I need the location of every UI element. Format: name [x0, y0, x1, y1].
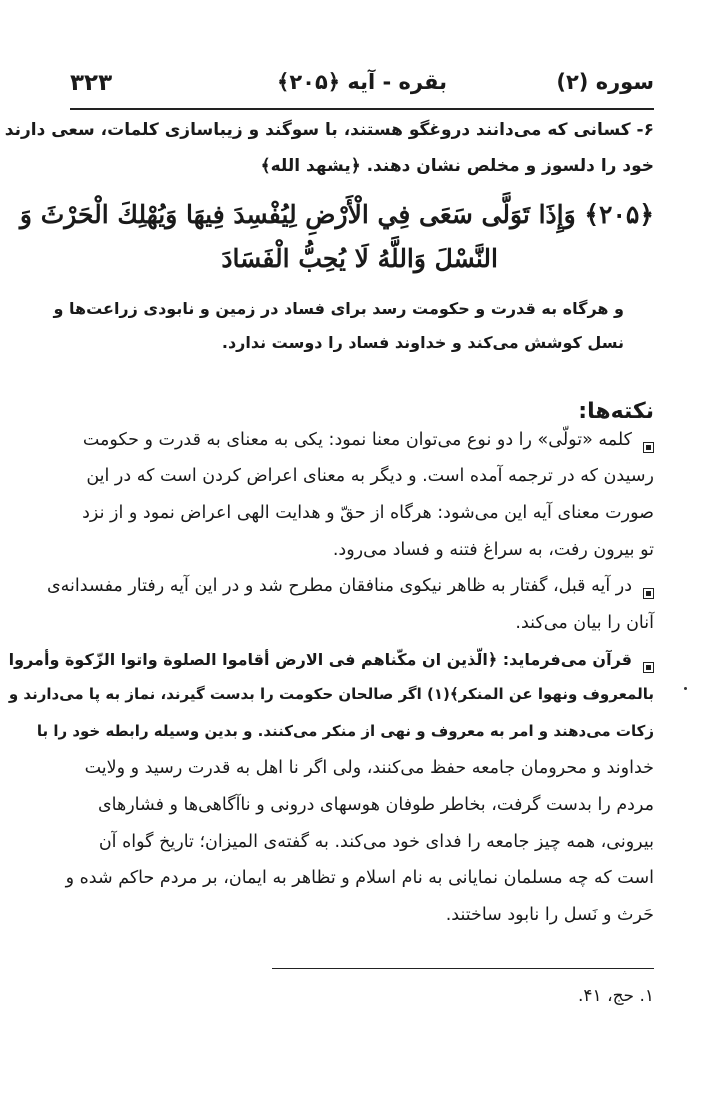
verse-line-2: النَّسْلَ وَاللَّهُ لَا يُحِبُّ الْفَسَادَ [221, 244, 498, 273]
note-3-line-7: است که چه مسلمان نمایانی به نام اسلام و تظاهر به ایمان، بر مردم حاکم شده و [65, 868, 654, 888]
note-3-line-2: بالمعروف ونهوا عن المنکر﴾(۱) اگر صالحان حکومت را بدست گیرند، نماز به پا می‌دارند و [8, 685, 654, 703]
square-bullet-icon [643, 588, 654, 599]
stray-mark [684, 687, 687, 690]
square-bullet-icon [643, 662, 654, 673]
page-header [70, 62, 654, 102]
notes-title: نکته‌ها: [578, 399, 654, 424]
note-3-line-4: خداوند و محرومان جامعه حفظ می‌کنند، ولی اگر نا اهل به قدرت رسید و ولایت [84, 758, 654, 778]
note-3-line-1: قرآن می‌فرماید: ﴿الّذین ان مکّناهم فی الارض أقاموا الصلوة واتوا الزّکوة وأمروا [8, 650, 632, 669]
square-bullet-icon [643, 442, 654, 453]
footnote: ۱. حج، ۴۱. [578, 986, 654, 1006]
note-1-line-4: تو بیرون رفت، به سراغ فتنه و فساد می‌رود. [332, 540, 654, 560]
note-3-line-3: زکات می‌دهند و امر به معروف و نهی از منکر می‌کنند. و بدین وسیله رابطه خود را با [36, 722, 654, 740]
note-3-line-6: بیرونی، همه چیز جامعه را فدای خود می‌کند. به گفته‌ی المیزان؛ تاریخ گواه آن [98, 832, 654, 852]
intro-line-1: ۶- کسانی که می‌دانند دروغگو هستند، با سوگند و زیباسازی کلمات، سعی دارند [4, 120, 654, 140]
page-number: ۳۲۳ [70, 70, 113, 96]
note-1-line-3: صورت معنای آیه این می‌شود: هرگاه از حقّ و هدایت الهی اعراض نمود و از نزد [82, 503, 654, 523]
intro-line-2: خود را دلسوز و مخلص نشان دهند. ﴿یشهد الله﴾ [260, 156, 654, 176]
note-2-line-1: در آیه قبل، گفتار به ظاهر نیکوی منافقان مطرح شد و در این آیه رفتار مفسدانه‌ی [46, 576, 632, 596]
note-2-line-2: آنان را بیان می‌کند. [515, 613, 654, 633]
note-1-line-1: کلمه «تولّی» را دو نوع می‌توان معنا نمود: یکی به معنای به قدرت و حکومت [82, 430, 632, 450]
verse-line-1: ﴿۲۰۵﴾ وَإِذَا تَوَلَّى سَعَى فِي الْأَرْضِ لِيُفْسِدَ فِيهَا وَيُهْلِكَ الْحَرْثَ وَ [19, 200, 654, 229]
translation-line-2: نسل کوشش می‌کند و خداوند فساد را دوست ندارد. [221, 333, 624, 352]
note-3-line-5: مردم را بدست گرفت، بخاطر طوفان هوسهای درونی و ناآگاهی‌ها و فشارهای [97, 795, 654, 815]
sura-label: سوره (۲) [556, 70, 654, 94]
translation-line-1: و هرگاه به قدرت و حکومت رسد برای فساد در زمین و نابودی زراعت‌ها و [53, 299, 624, 318]
header-divider [70, 108, 654, 110]
ayah-label: بقره - آیه ﴿۲۰۵﴾ [277, 70, 447, 94]
footnote-divider [272, 968, 654, 969]
note-1-line-2: رسیدن که در ترجمه آمده است. و دیگر به معنای اعراض کردن است که در این [86, 466, 654, 486]
note-3-line-8: حَرث و نَسل را نابود ساختند. [445, 905, 654, 925]
